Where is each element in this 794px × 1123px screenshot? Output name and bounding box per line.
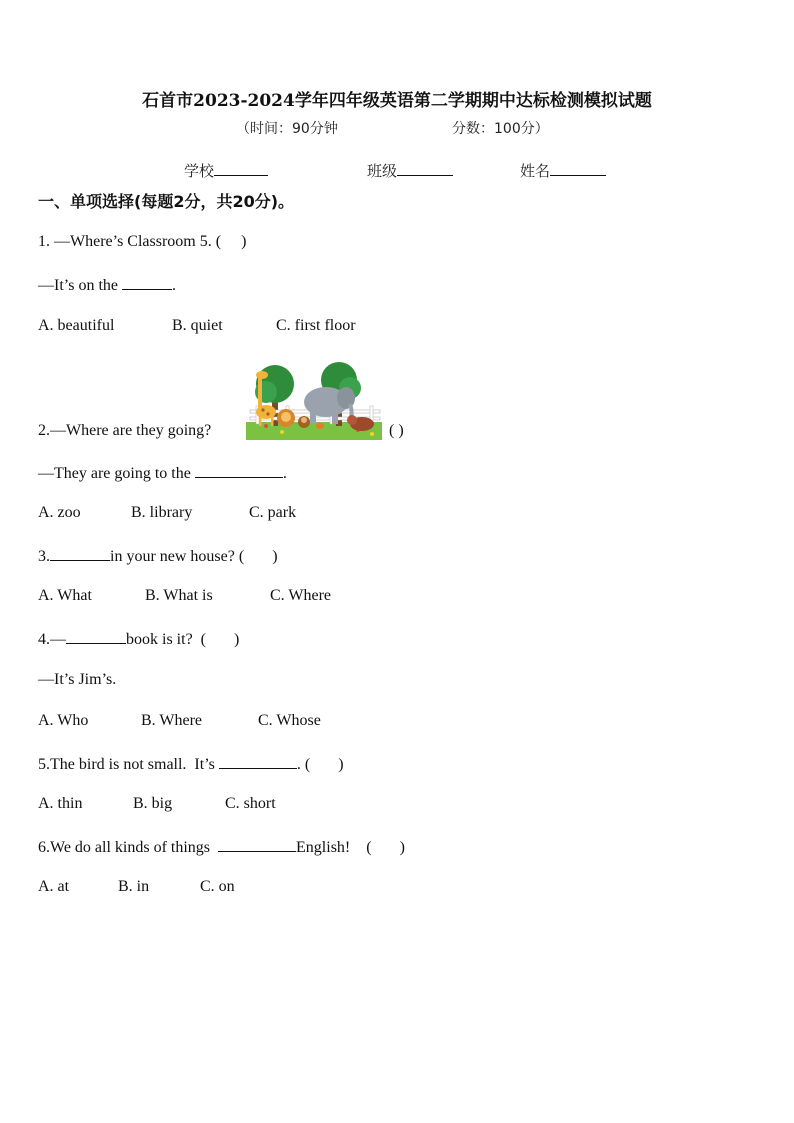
q5-option-b: B. big <box>133 795 173 812</box>
exam-time: （时间：90分钟 <box>236 121 338 137</box>
school-field <box>184 160 268 181</box>
q5-stem-pre: 5.The bird is not small. It’s <box>38 756 219 773</box>
q2-answer-post: . <box>282 465 287 482</box>
q6-stem-pre: 6.We do all kinds of things <box>38 839 219 856</box>
q1-answer-pre: —It’s on the <box>38 277 122 294</box>
q6-stem-post: English! ( ) <box>296 839 405 856</box>
page-title: 石首市2023-2024学年四年级英语第二学期期中达标检测模拟试题 <box>142 91 652 111</box>
class-label: 班级 <box>367 162 398 180</box>
q4-option-c: C. Whose <box>258 712 321 729</box>
q2-paren: ( ) <box>389 422 404 439</box>
q2-answer-line <box>38 463 287 483</box>
q2-option-c: C. park <box>249 504 297 521</box>
q5-stem <box>38 754 344 774</box>
q1-option-c: C. first floor <box>276 317 356 334</box>
q4-option-a: A. Who <box>38 712 89 729</box>
q2-option-b: B. library <box>131 504 193 521</box>
zoo-animals-image <box>246 362 382 440</box>
q6-option-c: C. on <box>200 878 235 895</box>
name-field <box>520 160 606 181</box>
name-blank <box>550 161 606 176</box>
q4-option-b: B. Where <box>141 712 203 729</box>
school-blank <box>214 161 268 176</box>
q5-stem-post: . ( ) <box>296 756 344 773</box>
school-label: 学校 <box>184 162 215 180</box>
q6-blank <box>218 837 296 852</box>
q1-answer-line <box>38 275 176 295</box>
class-field <box>367 160 453 181</box>
q2-stem: 2.—Where are they going? <box>38 422 212 439</box>
q5-blank <box>219 754 297 769</box>
q3-option-a: A. What <box>38 587 92 604</box>
q5-option-a: A. thin <box>38 795 83 812</box>
q3-blank <box>50 546 110 561</box>
q6-option-b: B. in <box>118 878 150 895</box>
q3-stem <box>38 546 278 566</box>
q4-blank <box>66 629 126 644</box>
q3-option-b: B. What is <box>145 587 213 604</box>
q1-option-a: A. beautiful <box>38 317 115 334</box>
q2-answer-pre: —They are going to the <box>38 465 195 482</box>
q1-answer-post: . <box>172 277 176 294</box>
section-heading: 一、单项选择(每题2分，共20分)。 <box>38 192 295 211</box>
q4-stem <box>38 629 239 649</box>
q3-option-c: C. Where <box>270 587 332 604</box>
name-label: 姓名 <box>520 162 551 180</box>
q1-option-b: B. quiet <box>172 317 223 334</box>
q5-option-c: C. short <box>225 795 276 812</box>
q4-stem-post: book is it? ( ) <box>126 631 240 648</box>
exam-score: 分数：100分） <box>452 121 549 137</box>
class-blank <box>397 161 453 176</box>
q4-stem-pre: 4.— <box>38 631 66 648</box>
q2-blank <box>195 463 283 478</box>
q4-answer-line: —It’s Jim’s. <box>38 671 117 688</box>
q3-stem-pre: 3. <box>38 548 50 565</box>
q3-stem-post: in your new house? ( ) <box>110 548 278 565</box>
q1-blank <box>122 275 172 290</box>
q6-stem <box>38 837 405 857</box>
q2-option-a: A. zoo <box>38 504 81 521</box>
q6-option-a: A. at <box>38 878 70 895</box>
q1-stem: 1. —Where’s Classroom 5. ( ) <box>38 233 247 250</box>
